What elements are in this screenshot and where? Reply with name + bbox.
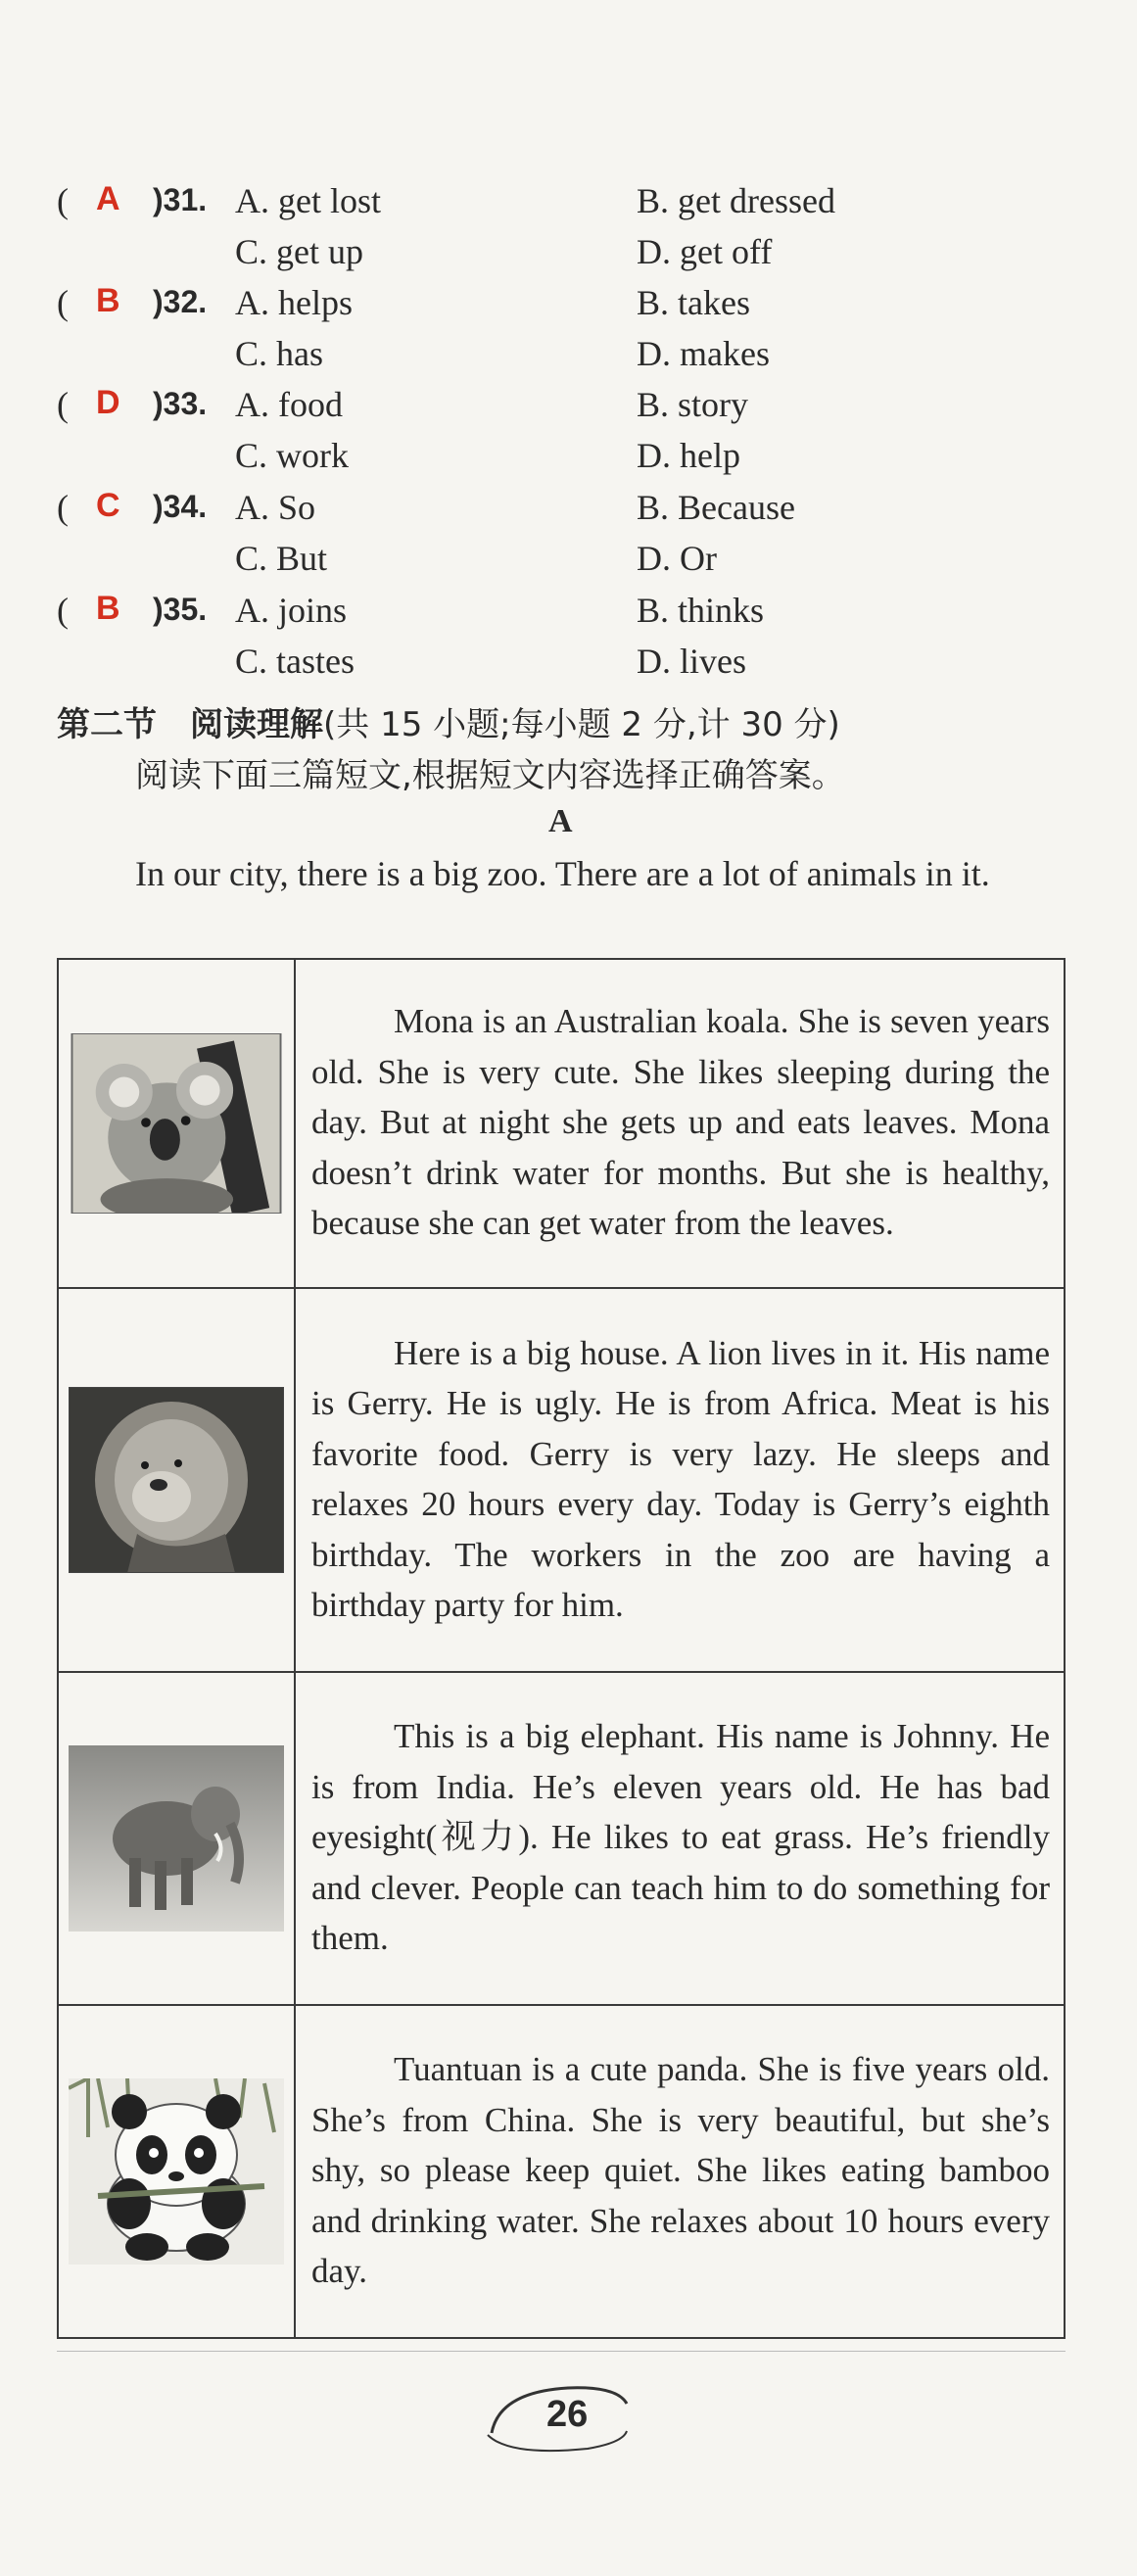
answer-31: A <box>96 180 120 217</box>
reading-instruction: 阅读下面三篇短文,根据短文内容选择正确答案。 <box>135 756 845 795</box>
option-a: A. get lost <box>235 181 381 220</box>
part-label: A <box>548 803 573 839</box>
table-row <box>58 1672 1065 2005</box>
question-32-options-cd <box>57 333 1075 384</box>
question-number-33: )33. <box>153 386 208 421</box>
question-33-options-cd <box>57 435 1075 486</box>
page-number-badge <box>480 2374 637 2462</box>
option-b: B. takes <box>637 283 750 322</box>
option-d: D. Or <box>637 539 717 578</box>
answer-33: D <box>96 384 120 421</box>
image-cell <box>58 1672 295 2005</box>
answer-34: C <box>96 487 120 524</box>
option-a: A. food <box>235 385 343 424</box>
animal-description: This is a big elephant. His name is Johnny. He is from India. He’s eleven years old. He has bad eyesight(视力). He likes to eat grass. He’s friendly and clever. People can teach him to do something for them. <box>295 1672 1065 2005</box>
option-d: D. get off <box>637 232 773 271</box>
animal-description: Tuantuan is a cute panda. She is five years old. She’s from China. She is very beautiful, but she’s shy, so please keep quiet. She likes eating bamboo and drinking water. She relaxes about 10 hours every day. <box>295 2005 1065 2338</box>
question-34 <box>57 487 1075 538</box>
option-b: B. get dressed <box>637 181 835 220</box>
table-row <box>58 1288 1065 1672</box>
question-number-32: )32. <box>153 284 208 319</box>
table-row <box>58 959 1065 1288</box>
option-c: C. But <box>235 539 328 578</box>
paren-open: ( <box>57 385 69 424</box>
question-31 <box>57 180 1075 231</box>
image-cell <box>58 959 295 1288</box>
option-b: B. thinks <box>637 591 765 630</box>
page-number: 26 <box>546 2394 589 2435</box>
image-cell <box>58 1288 295 1672</box>
option-c: C. get up <box>235 232 363 271</box>
animal-description: Here is a big house. A lion lives in it. His name is Gerry. He is ugly. He is from Africa. Meat is his favorite food. Gerry is very lazy. He sleeps and relaxes 20 hours every day. Today is Gerry’s eighth birthday. The workers in the zoo are having a birthday party for him. <box>295 1288 1065 1672</box>
bottom-divider <box>57 2351 1066 2352</box>
option-b: B. story <box>637 385 749 424</box>
panda-drawing-icon <box>69 2078 284 2265</box>
paren-open: ( <box>57 283 69 322</box>
section-title-text: 第二节 阅读理解 <box>57 705 323 744</box>
option-d: D. makes <box>637 334 770 373</box>
option-c: C. work <box>235 436 349 475</box>
answer-32: B <box>96 282 120 319</box>
elephant-photo-icon <box>69 1744 284 1932</box>
question-31-options-cd <box>57 231 1075 282</box>
passage-intro: In our city, there is a big zoo. There are a lot of animals in it. <box>135 854 990 893</box>
question-32 <box>57 282 1075 333</box>
question-35-options-cd <box>57 641 1075 692</box>
section-subtitle: (共 15 小题;每小题 2 分,计 30 分) <box>323 705 840 744</box>
question-33 <box>57 384 1075 435</box>
image-cell <box>58 2005 295 2338</box>
question-34-options-cd <box>57 538 1075 589</box>
table-row <box>58 2005 1065 2338</box>
option-d: D. help <box>637 436 740 475</box>
lion-photo-icon <box>69 1387 284 1573</box>
option-a: A. helps <box>235 283 353 322</box>
option-b: B. Because <box>637 488 795 527</box>
question-35 <box>57 590 1075 641</box>
paren-open: ( <box>57 591 69 630</box>
paren-open: ( <box>57 488 69 527</box>
question-number-31: )31. <box>153 182 208 217</box>
section-title <box>57 697 840 745</box>
option-d: D. lives <box>637 642 746 681</box>
option-a: A. joins <box>235 591 348 630</box>
animal-description: Mona is an Australian koala. She is seven years old. She is very cute. She likes sleeping during the day. But at night she gets up and eats leaves. Mona doesn’t drink water for months. But she is healthy, because she can get water from the leaves. <box>295 959 1065 1288</box>
question-number-35: )35. <box>153 592 208 627</box>
option-c: C. has <box>235 334 323 373</box>
question-number-34: )34. <box>153 489 208 524</box>
animal-table <box>57 958 1066 2339</box>
answer-35: B <box>96 590 120 627</box>
option-c: C. tastes <box>235 642 355 681</box>
option-a: A. So <box>235 488 316 527</box>
paren-open: ( <box>57 181 69 220</box>
koala-photo-icon <box>69 1033 284 1214</box>
